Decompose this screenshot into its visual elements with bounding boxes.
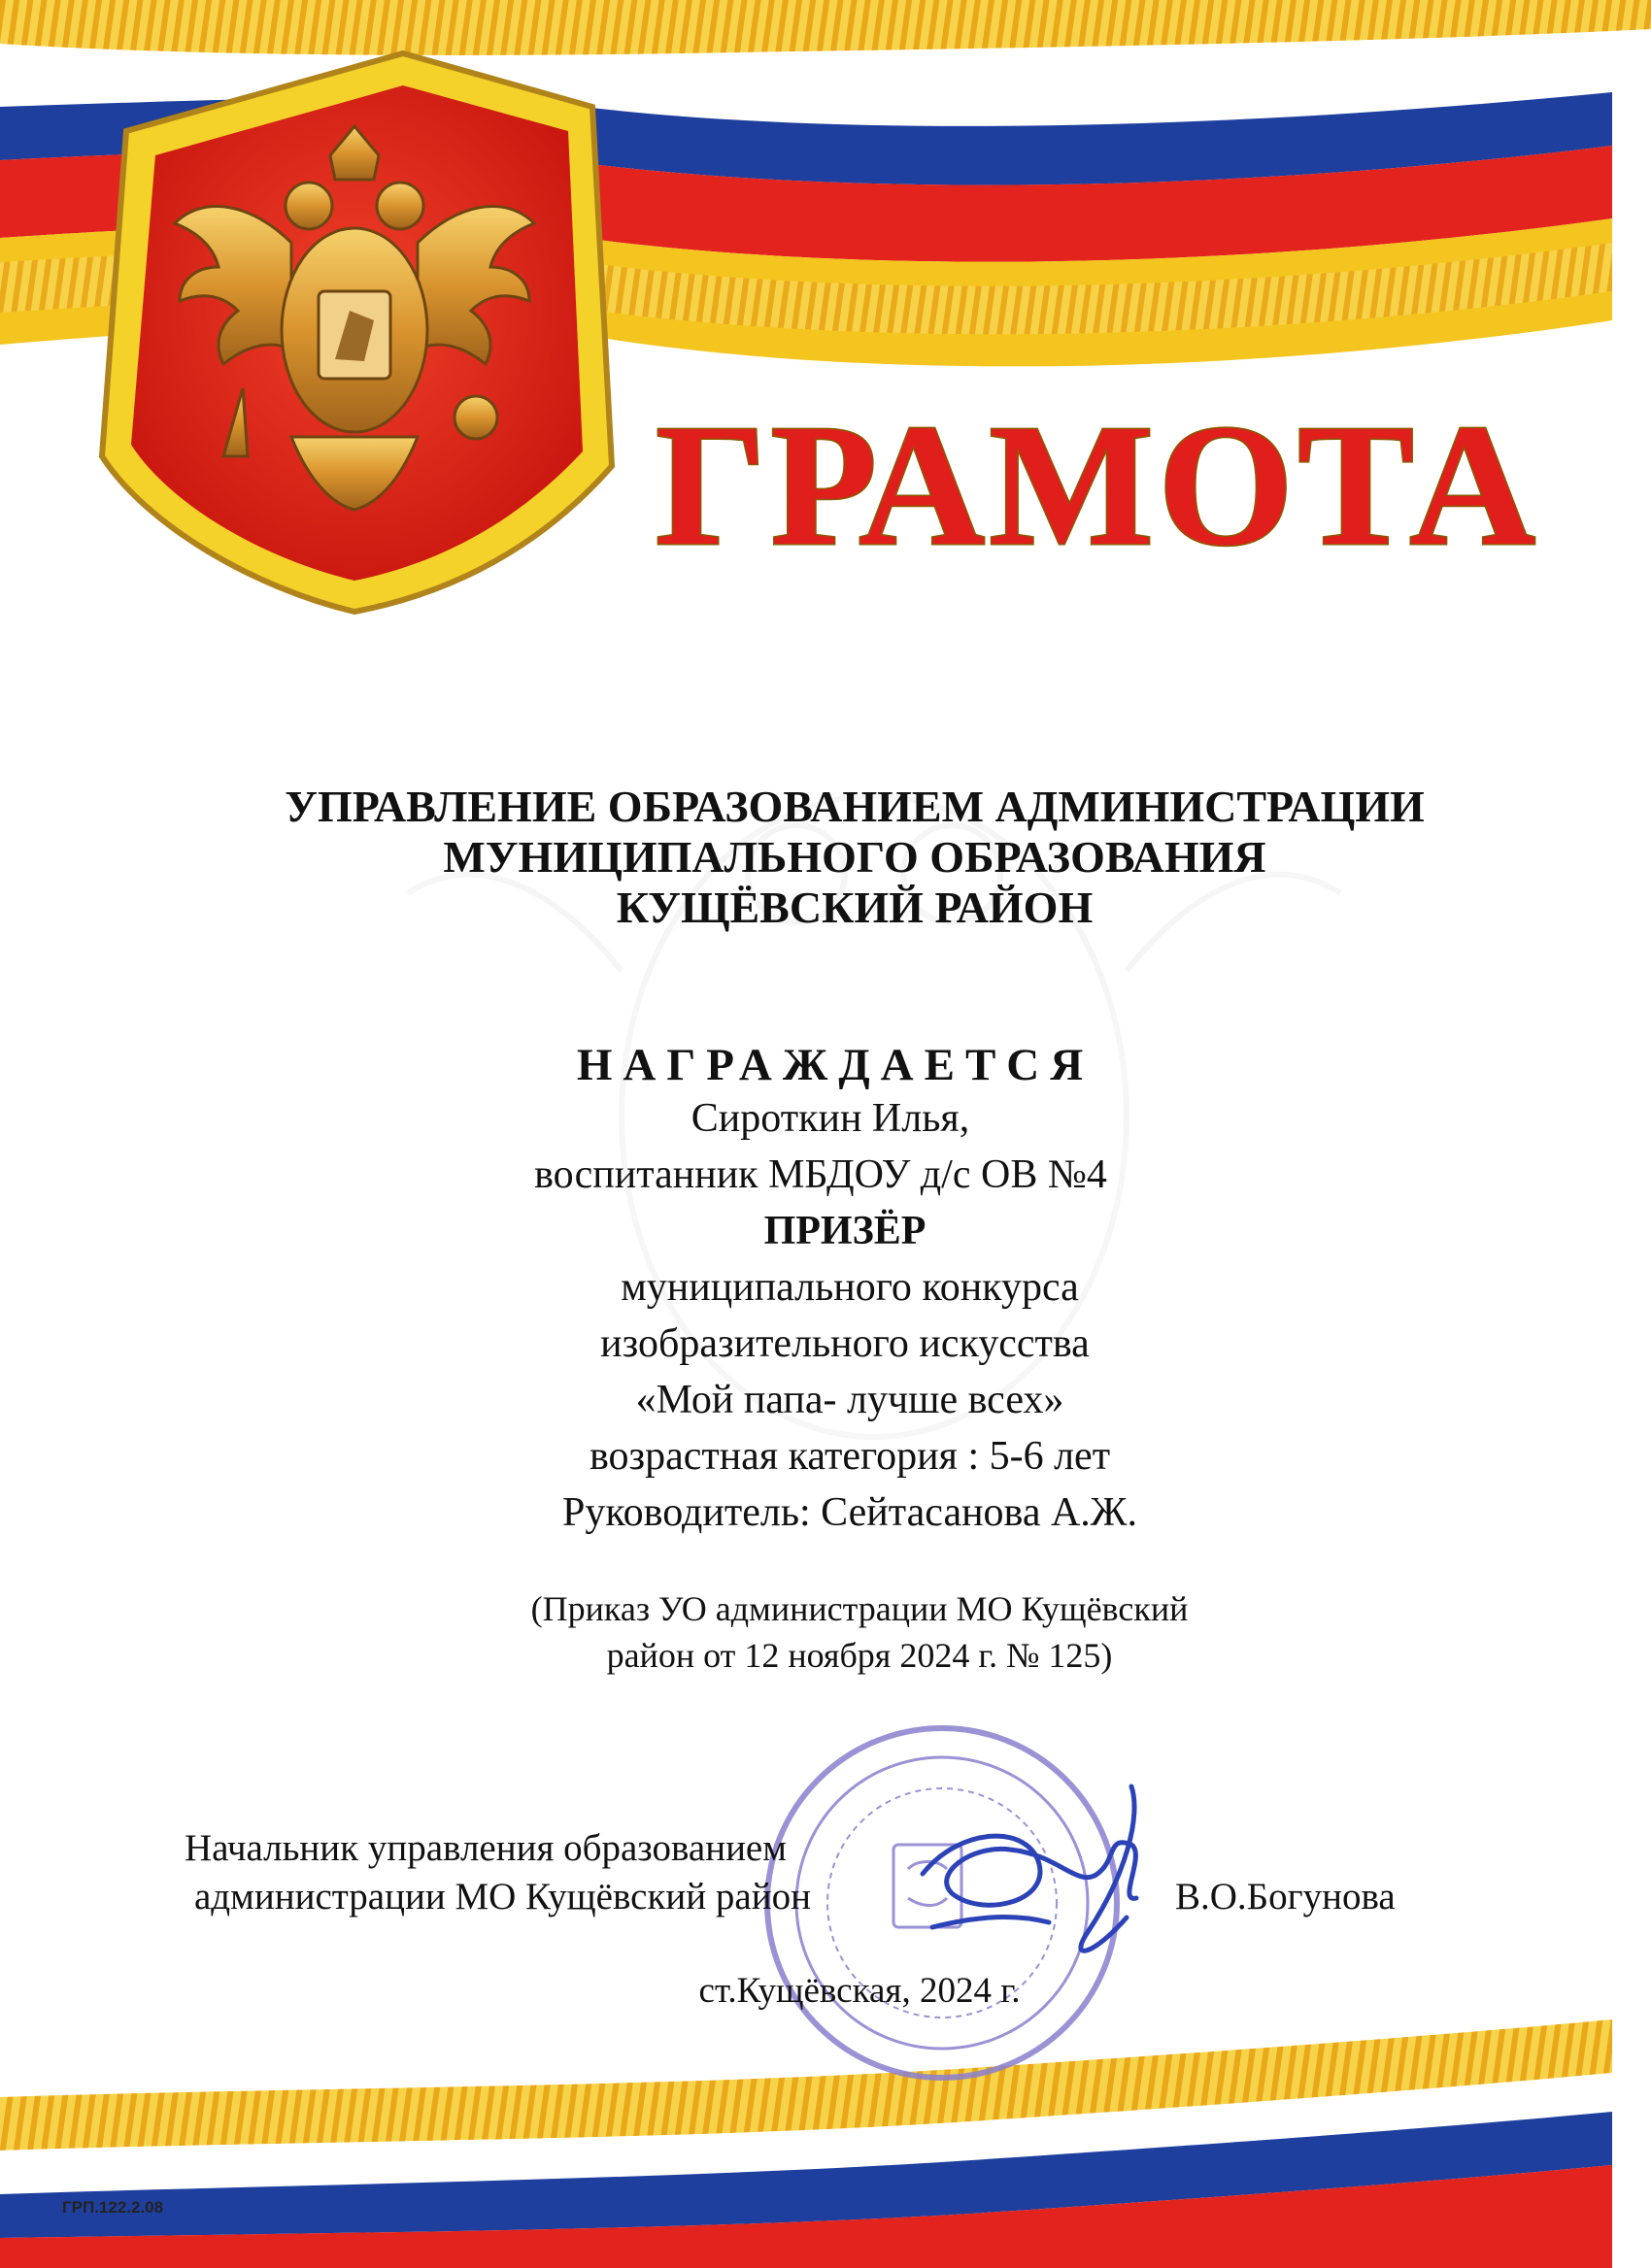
official-stamp: [767, 1728, 1117, 2078]
contest-line-2: изобразительного искусства: [600, 1321, 1090, 1366]
recipient-name: Сироткин Илья,: [691, 1096, 970, 1141]
coat-of-arms-shield: [102, 53, 612, 612]
place-and-date: ст.Кущёвская, 2024 г.: [698, 1971, 1021, 2011]
award-status: ПРИЗЁР: [763, 1209, 927, 1253]
organization-line-3: КУЩЁВСКИЙ РАЙОН: [616, 883, 1094, 932]
contest-line-5: Руководитель: Сейтасанова А.Ж.: [562, 1490, 1137, 1535]
order-line-2: район от 12 ноября 2024 г. № 125): [606, 1636, 1113, 1675]
award-heading: НАГРАЖДАЕТСЯ: [576, 1040, 1095, 1090]
print-code: ГРП.122.2.08: [62, 2198, 164, 2217]
organization-line-1: УПРАВЛЕНИЕ ОБРАЗОВАНИЕМ АДМИНИСТРАЦИИ: [285, 782, 1425, 831]
document-title: ГРАМОТА: [655, 388, 1540, 582]
contest-line-4: возрастная категория : 5-6 лет: [589, 1434, 1111, 1479]
top-gold-ribbon: [0, 0, 1651, 55]
organization-line-2: МУНИЦИПАЛЬНОГО ОБРАЗОВАНИЯ: [443, 832, 1266, 882]
contest-line-3: «Мой папа- лучше всех»: [635, 1378, 1064, 1422]
order-line-1: (Приказ УО администрации МО Кущёвский: [530, 1589, 1189, 1628]
signer-position-line-2: администрации МО Кущёвский район: [194, 1876, 811, 1918]
contest-line-1: муниципального конкурса: [621, 1265, 1079, 1310]
recipient-role: воспитанник МБДОУ д/с ОВ №4: [534, 1152, 1107, 1197]
signer-name: В.О.Богунова: [1175, 1876, 1396, 1918]
signer-position-line-1: Начальник управления образованием: [185, 1827, 787, 1869]
